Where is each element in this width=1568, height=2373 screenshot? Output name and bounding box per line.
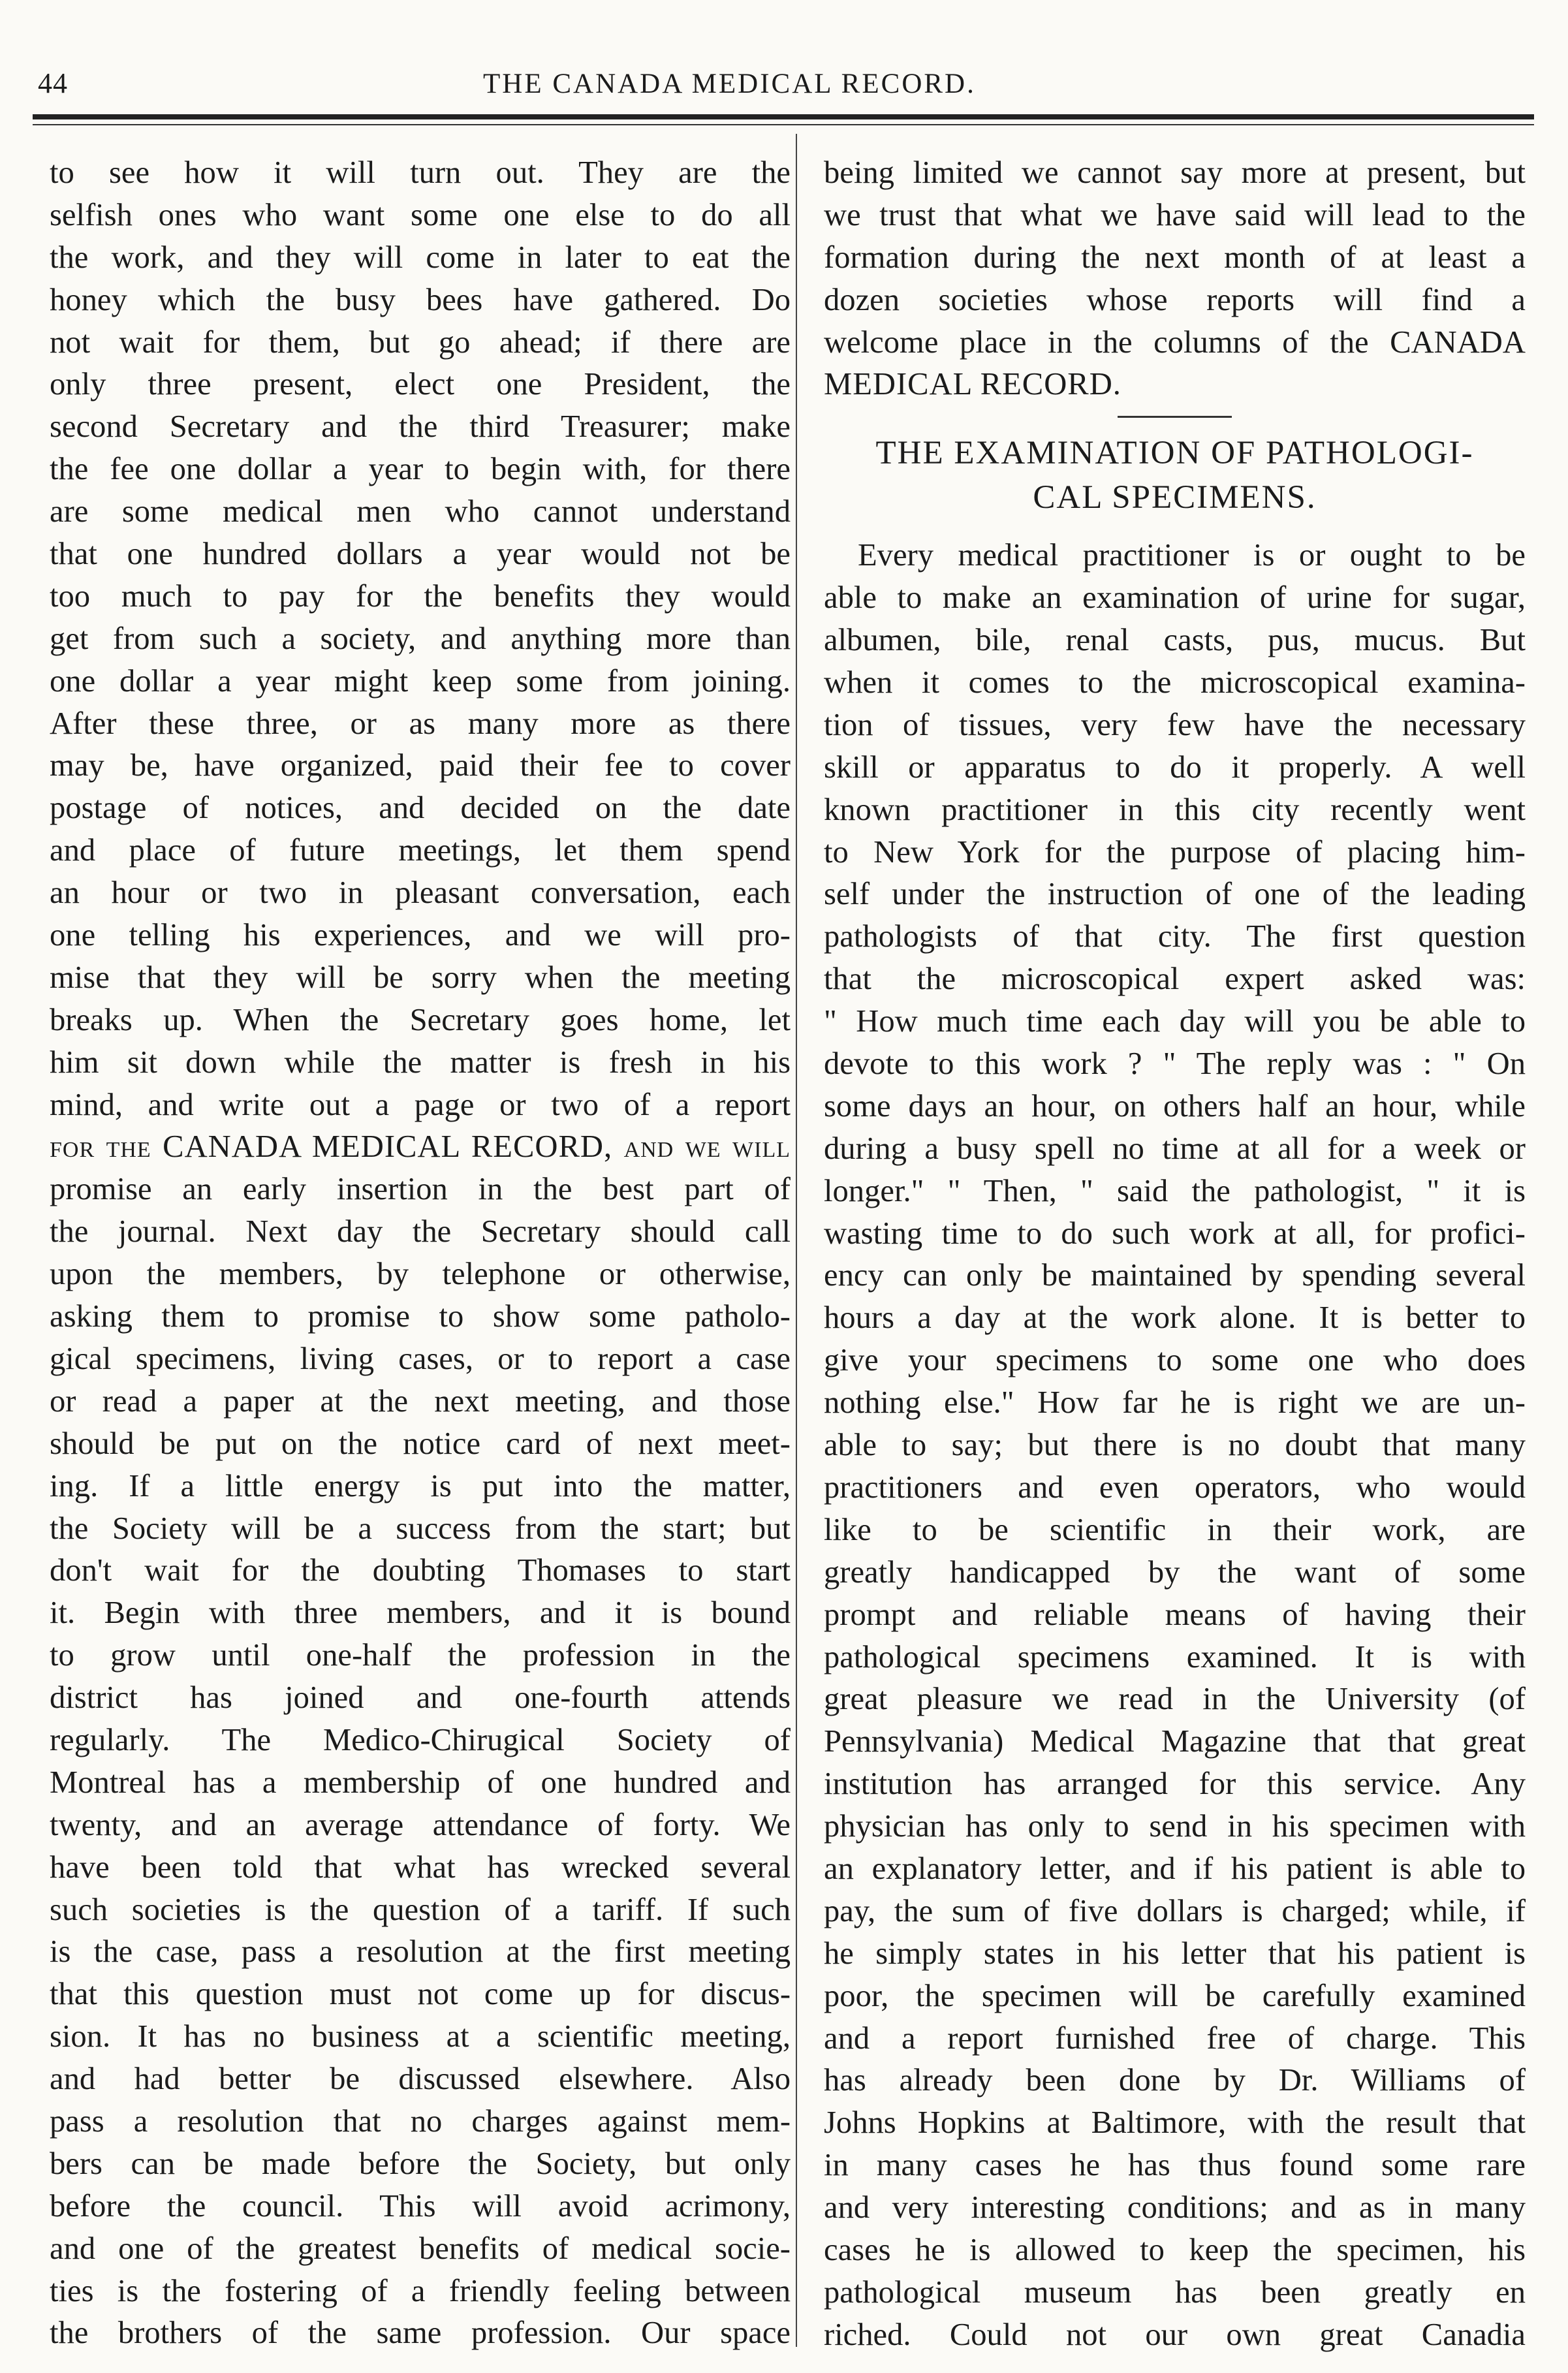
text-line: Montreal has a membership of one hundred and [50, 1764, 791, 1800]
text-line: and a report furnished free of charge. This [824, 2020, 1526, 2056]
text-line: regularly. The Medico-Chirugical Society of [50, 1721, 791, 1757]
text-line: we trust that what we have said will lead to the [824, 196, 1526, 232]
running-head: THE CANADA MEDICAL RECORD. [483, 69, 976, 99]
text-line: MEDICAL RECORD. [824, 366, 1121, 402]
text-line: promise an early insertion in the best part of [50, 1171, 791, 1207]
text-line: ing. If a little energy is put into the matter, [50, 1468, 791, 1503]
text-line: and had better be discussed elsewhere. Also [50, 2061, 791, 2097]
text-line: great pleasure we read in the University (of [824, 1681, 1526, 1717]
text-line: longer." " Then, " said the pathologist, " it is [824, 1172, 1526, 1208]
text-line: twenty, and an average attendance of forty. We [50, 1806, 791, 1842]
text-line: practitioners and even operators, who would [824, 1469, 1526, 1505]
text-line: should be put on the notice card of next meet- [50, 1425, 791, 1461]
page-number: 44 [38, 67, 68, 99]
article-heading [824, 431, 1526, 520]
text-line: the fee one dollar a year to begin with, for there [50, 451, 791, 487]
text-line: and one of the greatest benefits of medical socie- [50, 2230, 791, 2266]
text-line: pathological museum has been greatly en [824, 2274, 1526, 2310]
text-line: don't wait for the doubting Thomases to start [50, 1552, 791, 1588]
text-line: wasting time to do such work at all, for profici- [824, 1215, 1526, 1251]
text-line: Pennsylvania) Medical Magazine that that great [824, 1723, 1526, 1759]
text-line: nothing else." How far he is right we are un- [824, 1385, 1526, 1421]
text-line: physician has only to send in his specimen with [824, 1808, 1526, 1844]
text-line: pay, the sum of five dollars is charged; while, if [824, 1893, 1526, 1928]
text-line: has already been done by Dr. Williams of [824, 2062, 1526, 2098]
text-line: have been told that what has wrecked several [50, 1849, 791, 1885]
text-line: welcome place in the columns of the CANADA [824, 324, 1526, 360]
text-line: formation during the next month of at least a [824, 239, 1526, 275]
text-line: breaks up. When the Secretary goes home, let [50, 1001, 791, 1037]
text-line: bers can be made before the Society, but only [50, 2145, 791, 2181]
header-rule-thick [33, 114, 1534, 119]
text-line: Johns Hopkins at Baltimore, with the result that [824, 2105, 1526, 2141]
text-line: when it comes to the microscopical examina- [824, 665, 1526, 700]
text-line: that the microscopical expert asked was: [824, 961, 1526, 997]
text-line: sion. It has no business at a scientific meeting, [50, 2019, 791, 2054]
section-divider [1118, 416, 1232, 418]
text-line: to grow until one-half the profession in the [50, 1637, 791, 1673]
text-line: one dollar a year might keep some from joining. [50, 663, 791, 699]
text-line: only three present, elect one President, the [50, 366, 791, 402]
text-line: ency can only be maintained by spending several [824, 1257, 1526, 1293]
text-line: that one hundred dollars a year would not be [50, 536, 791, 572]
text-line: pathological specimens examined. It is with [824, 1639, 1526, 1674]
text-line: honey which the busy bees have gathered. Do [50, 281, 791, 317]
text-line: for the CANADA MEDICAL RECORD, and we will [50, 1129, 791, 1165]
text-line: Every medical practitioner is or ought to be [858, 537, 1526, 573]
heading-line: CAL SPECIMENS. [1033, 479, 1317, 516]
right-column [824, 151, 1526, 2356]
text-line: the brothers of the same profession. Our space [50, 2315, 791, 2351]
text-line: district has joined and one-fourth attends [50, 1680, 791, 1716]
text-line: hours a day at the work alone. It is better to [824, 1300, 1526, 1336]
text-line: prompt and reliable means of having their [824, 1596, 1526, 1632]
text-line: institution has arranged for this service. Any [824, 1766, 1526, 1802]
text-line: pathologists of that city. The first question [824, 919, 1526, 954]
text-line: asking them to promise to show some patholo- [50, 1298, 791, 1334]
text-line: or read a paper at the next meeting, and those [50, 1383, 791, 1419]
text-line: ties is the fostering of a friendly feeling between [50, 2272, 791, 2308]
text-line: and place of future meetings, let them spend [50, 832, 791, 868]
text-line: give your specimens to some one who does [824, 1342, 1526, 1378]
text-line: and very interesting conditions; and as in many [824, 2190, 1526, 2225]
text-line: second Secretary and the third Treasurer; make [50, 409, 791, 445]
text-line: the Society will be a success from the start; but [50, 1510, 791, 1546]
text-line: cases he is allowed to keep the specimen, his [824, 2231, 1526, 2267]
text-line: the work, and they will come in later to eat the [50, 239, 791, 275]
text-line: skill or apparatus to do it properly. A well [824, 749, 1526, 785]
text-line: too much to pay for the benefits they would [50, 578, 791, 614]
text-line: like to be scientific in their work, are [824, 1511, 1526, 1547]
text-line: able to make an examination of urine for sugar, [824, 580, 1526, 616]
text-line: pass a resolution that no charges against mem- [50, 2103, 791, 2139]
text-line: he simply states in his letter that his patient is [824, 1935, 1526, 1971]
text-line: albumen, bile, renal casts, pus, mucus. But [824, 622, 1526, 658]
text-line: selfish ones who want some one else to do all [50, 196, 791, 232]
column-divider [796, 134, 797, 2347]
text-line: mind, and write out a page or two of a report [50, 1086, 791, 1122]
text-line: self under the instruction of one of the leading [824, 876, 1526, 912]
text-line: gical specimens, living cases, or to report a case [50, 1340, 791, 1376]
text-line: get from such a society, and anything more than [50, 620, 791, 656]
text-line: being limited we cannot say more at present, but [824, 155, 1526, 190]
text-line: is the case, pass a resolution at the first meeting [50, 1934, 791, 1970]
text-line: postage of notices, and decided on the date [50, 790, 791, 826]
text-line: that this question must not come up for discus- [50, 1976, 791, 2012]
text-line: dozen societies whose reports will find a [824, 281, 1526, 317]
text-line: during a busy spell no time at all for a week or [824, 1130, 1526, 1166]
text-line: one telling his experiences, and we will pro- [50, 917, 791, 953]
text-line: some days an hour, on others half an hour, while [824, 1088, 1526, 1124]
text-line: After these three, or as many more as there [50, 705, 791, 741]
text-line: in many cases he has thus found some rare [824, 2147, 1526, 2183]
text-line: riched. Could not our own great Canadia [824, 2316, 1526, 2352]
text-line: poor, the specimen will be carefully examined [824, 1977, 1526, 2013]
text-line: upon the members, by telephone or otherwise, [50, 1256, 791, 1292]
text-line: to see how it will turn out. They are the [50, 155, 791, 190]
text-line: " How much time each day will you be able to [824, 1003, 1526, 1039]
left-column [50, 151, 791, 2354]
text-line: to New York for the purpose of placing him- [824, 834, 1526, 870]
header-rule-thin [33, 124, 1534, 125]
text-line: before the council. This will avoid acrimony, [50, 2188, 791, 2224]
text-line: mise that they will be sorry when the meeting [50, 959, 791, 995]
text-line: able to say; but there is no doubt that many [824, 1427, 1526, 1463]
text-line: an hour or two in pleasant conversation, each [50, 875, 791, 911]
text-line: not wait for them, but go ahead; if there are [50, 324, 791, 360]
text-line: an explanatory letter, and if his patient is able to [824, 1850, 1526, 1886]
text-line: may be, have organized, paid their fee to cover [50, 747, 791, 783]
text-line: greatly handicapped by the want of some [824, 1554, 1526, 1590]
text-line: are some medical men who cannot understand [50, 494, 791, 529]
text-line: such societies is the question of a tariff. If such [50, 1891, 791, 1927]
text-line: tion of tissues, very few have the necessary [824, 706, 1526, 742]
text-line: known practitioner in this city recently went [824, 791, 1526, 827]
heading-line: THE EXAMINATION OF PATHOLOGI- [875, 435, 1474, 472]
text-line: him sit down while the matter is fresh in his [50, 1044, 791, 1080]
text-line: it. Begin with three members, and it is bound [50, 1595, 791, 1631]
text-line: devote to this work ? " The reply was : " On [824, 1046, 1526, 1082]
text-line: the journal. Next day the Secretary should call [50, 1214, 791, 1249]
